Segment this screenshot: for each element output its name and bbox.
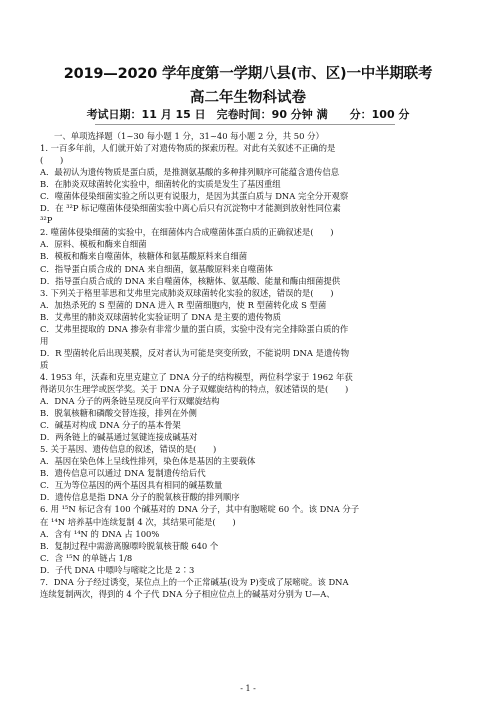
text-line: B．遗传信息可以通过 DNA 复制遗传给后代: [40, 468, 206, 479]
exam-info: 考试日期：11 月 15 日 完卷时间：90 分钟 满 分：100 分: [86, 108, 410, 121]
text-line: A．基因在染色体上呈线性排列，染色体是基因的主要载体: [40, 456, 256, 467]
text-line: B．艾弗里的肺炎双球菌转化实验证明了 DNA 是主要的遗传物质: [40, 311, 281, 322]
text-line: C．互为等位基因的两个基因具有相同的碱基数量: [40, 480, 223, 491]
text-line: 4. 1953 年，沃森和克里克建立了 DNA 分子的结构模型，两位科学家于 1962 年获: [40, 371, 353, 382]
text-line: A．原料、模板和酶来自细菌: [40, 239, 147, 250]
text-line: 质: [40, 359, 49, 370]
exam-subtitle: 高二年生物科试卷: [190, 90, 306, 106]
text-line: 用: [40, 335, 49, 346]
text-line: C．噬菌体侵染细菌实验之所以更有说服力，是因为其蛋白质与 DNA 完全分开观察: [40, 191, 349, 202]
text-line: B．复制过程中需游离腺嘌呤脱氧核苷酸 640 个: [40, 540, 219, 551]
text-line: A．加热杀死的 S 型菌的 DNA 进入 R 型菌细胞内，使 R 型菌转化成 S 型菌: [40, 299, 327, 310]
text-line: A．最初认为遗传物质是蛋白质，是推测氨基酸的多种排列顺序可能蕴含遗传信息: [40, 167, 340, 178]
text-line: ³²P: [40, 215, 53, 226]
text-line: D．子代 DNA 中嘌呤与嘧啶之比是 2∶3: [40, 564, 195, 575]
text-line: 在 ¹⁴N 培养基中连续复制 4 次，其结果可能是( ): [40, 516, 236, 527]
text-line: A．DNA 分子的两条链呈现反向平行双螺旋结构: [40, 396, 220, 407]
text-line: D．R 型菌转化后出现荚膜，反对者认为可能是突变所致，不能说明 DNA 是遗传物: [40, 347, 350, 358]
text-line: 得诺贝尔生理学或医学奖。关于 DNA 分子双螺旋结构的特点，叙述错误的是( ): [40, 383, 349, 394]
text-line: D．两条链上的碱基通过氢键连接成碱基对: [40, 432, 198, 443]
text-line: D．在 ³²P 标记噬菌体侵染细菌实验中离心后只有沉淀物中才能测到放射性同位素: [40, 203, 341, 214]
text-line: 5. 关于基因、遗传信息的叙述，错误的是( ): [40, 444, 217, 455]
text-line: 连续复制两次，得到的 4 个子代 DNA 分子相应位点上的碱基对分别为 U—A、: [40, 588, 335, 599]
text-line: D．指导蛋白质合成的 DNA 来自噬菌体，核糖体、氨基酸、能量和酶由细菌提供: [40, 275, 341, 286]
exam-title: 2019—2020 学年度第一学期八县(市、区)一中半期联考: [63, 66, 433, 82]
text-line: C．指导蛋白质合成的 DNA 来自细菌，氨基酸原料来自噬菌体: [40, 263, 273, 274]
text-line: A．含有 ¹⁴N 的 DNA 占 100%: [40, 528, 160, 539]
text-line: B．脱氧核糖和磷酸交替连接，排列在外侧: [40, 408, 197, 419]
text-line: B．在肺炎双球菌转化实验中，细菌转化的实质是发生了基因重组: [40, 179, 281, 190]
text-line: C．艾弗里提取的 DNA 掺杂有非常少量的蛋白质，实验中没有完全排除蛋白质的作: [40, 323, 349, 334]
text-line: D．遗传信息是指 DNA 分子的脱氧核苷酸的排列顺序: [40, 492, 240, 503]
text-line: ( ): [40, 155, 64, 166]
text-line: 7．DNA 分子经过诱变，某位点上的一个正常碱基(设为 P)变成了尿嘧啶。该 DNA: [40, 576, 349, 587]
text-line: B．模板和酶来自噬菌体，核糖体和氨基酸原料来自细菌: [40, 251, 248, 262]
header-divider: [95, 124, 395, 125]
text-line: 1. 一百多年前，人们就开始了对遗传物质的探索历程。对此有关叙述不正确的是: [40, 143, 336, 154]
question-body: [40, 130, 460, 600]
text-line: C．含 ¹⁵N 的单链占 1/8: [40, 552, 133, 563]
section-heading: 一、单项选择题（1~30 每小题 1 分，31~40 每小题 2 分，共 50 分）: [54, 131, 324, 141]
text-line: 2. 噬菌体侵染细菌的实验中，在细菌体内合成噬菌体蛋白质的正确叙述是( ): [40, 227, 334, 238]
text-line: 3. 下列关于格里菲思和艾弗里完成肺炎双球菌转化实验的叙述，错误的是( ): [40, 287, 334, 298]
text-line: C．碱基对构成 DNA 分子的基本骨架: [40, 420, 181, 431]
text-line: 6. 用 ¹⁵N 标记含有 100 个碱基对的 DNA 分子，其中有胞嘧啶 60 个。该 DNA 分子: [40, 504, 360, 515]
page-number: - 1 -: [240, 684, 256, 693]
